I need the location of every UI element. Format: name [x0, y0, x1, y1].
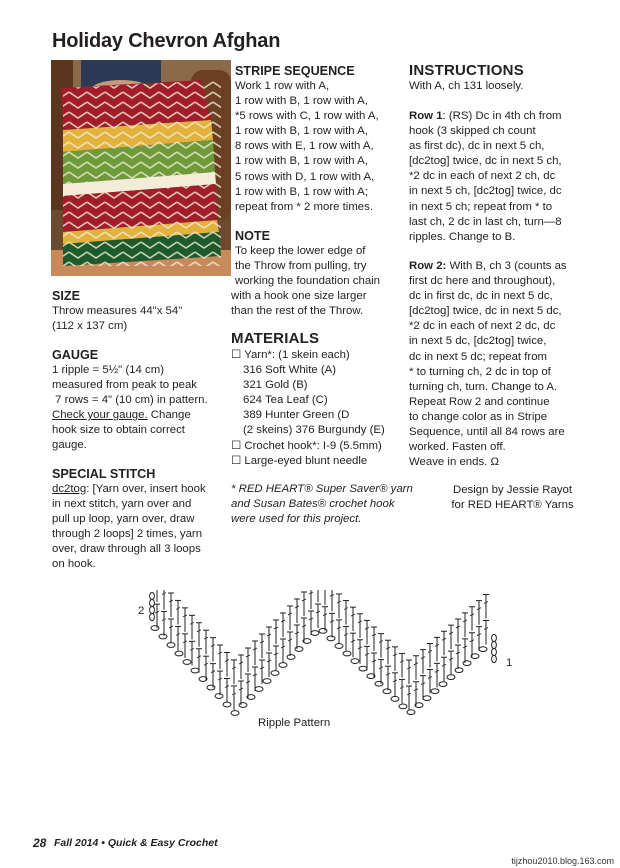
chain-stitch-icon — [327, 636, 335, 641]
credit-line: * RED HEART® Super Saver® yarn — [231, 483, 413, 495]
chain-stitch-icon — [343, 651, 351, 656]
yarn-line — [231, 348, 385, 363]
stripe-sequence-text — [235, 79, 379, 215]
chain-stitch-icon — [423, 696, 431, 701]
stripe-line: Work 1 row with A, — [235, 80, 330, 92]
row1-first: : (RS) Dc in 4th ch from — [442, 110, 562, 122]
yarn-color: 321 Gold (B) — [243, 379, 308, 392]
stripe-line: 8 rows with E, 1 row with A, — [235, 140, 374, 153]
chain-stitch-icon — [319, 628, 327, 633]
stitch-line: pull up loop, yarn over, draw — [52, 513, 195, 526]
row1-line: *2 dc in each of next 2 ch, dc — [409, 170, 556, 183]
chain-stitch-icon — [447, 675, 455, 680]
chain-stitch-icon — [207, 685, 215, 690]
turning-chain-icon — [492, 634, 497, 641]
yarn-color: 389 Hunter Green (D — [243, 409, 350, 422]
row2-line: turning ch, turn. Change to A. — [409, 380, 558, 393]
turning-chain-icon — [150, 592, 155, 599]
materials-credit — [231, 482, 413, 527]
size-line: Throw measures 44"x 54" — [52, 305, 183, 317]
gauge-line: 7 rows = 4" (10 cm) in pattern. — [52, 394, 208, 407]
gauge-line: hook size to obtain correct — [52, 424, 185, 437]
chain-stitch-icon — [287, 655, 295, 660]
stripe-line: *5 rows with C, 1 row with A, — [235, 110, 379, 123]
chain-stitch-icon — [391, 696, 399, 701]
chain-stitch-icon — [383, 689, 391, 694]
turning-chain-icon — [150, 613, 155, 620]
credit-line: and Susan Bates® crochet hook — [231, 498, 395, 511]
afghan-photo — [51, 60, 231, 276]
stripe-line: 5 rows with D, 1 row with A, — [235, 170, 375, 183]
ripple-pattern-diagram — [130, 590, 520, 720]
note-line: than the rest of the Throw. — [231, 305, 364, 318]
gauge-line — [52, 408, 208, 423]
hook-line — [231, 439, 385, 454]
gauge-line: gauge. — [52, 439, 87, 452]
stitch-line-rest: : [Yarn over, insert hook — [86, 483, 206, 495]
row2-line: * to turning ch, 2 dc in top of — [409, 365, 551, 378]
chain-stitch-icon — [279, 663, 287, 668]
stripe-line: 1 row with B, 1 row with A, — [235, 95, 368, 108]
gauge-line: measured from peak to peak — [52, 379, 197, 392]
materials-text — [231, 348, 385, 469]
chain-stitch-icon — [151, 626, 159, 631]
needle-line — [231, 454, 385, 469]
chain-stitch-icon — [239, 703, 247, 708]
size-heading: SIZE — [52, 289, 80, 303]
row-label-2: 2 — [138, 605, 145, 617]
chain-stitch-icon — [215, 694, 223, 699]
stitch-line: over, draw through all 3 loops — [52, 543, 201, 556]
row2-line: to change color as in Stripe — [409, 410, 548, 423]
note-line: the Throw from pulling, try — [235, 260, 367, 273]
designer-credit — [440, 483, 585, 513]
stitch-line: in next stitch, yarn over and — [52, 498, 192, 511]
row1-line: as first dc), dc in next 5 ch, — [409, 140, 545, 153]
chain-stitch-icon — [183, 660, 191, 665]
chain-stitch-icon — [295, 647, 303, 652]
dc2tog-term: dc2tog — [52, 483, 87, 495]
row1-line: in next 5 ch; repeat from * to — [409, 200, 553, 213]
chain-stitch-icon — [223, 702, 231, 707]
chain-stitch-icon — [407, 710, 415, 715]
designer-line: Design by Jessie Rayot — [452, 484, 573, 496]
gauge-line-rest: Change — [147, 409, 191, 422]
designer-line: for RED HEART® Yarns — [451, 499, 574, 512]
hook-label: Crochet hook*: I-9 (5.5mm) — [244, 439, 382, 452]
chain-stitch-icon — [159, 634, 167, 639]
stitch-line — [52, 482, 206, 497]
note-line: working the foundation chain — [235, 275, 381, 288]
stripe-line: repeat from * 2 more times. — [235, 200, 374, 213]
chain-stitch-icon — [351, 659, 359, 664]
stripe-line: 1 row with B, 1 row with A, — [235, 125, 368, 138]
yarn-color: 624 Tea Leaf (C) — [243, 394, 328, 407]
credit-line: were used for this project. — [231, 513, 362, 526]
needle-label: Large-eyed blunt needle — [244, 454, 368, 467]
size-text — [52, 304, 182, 334]
row2-line: dc in next 5 dc; repeat from — [409, 350, 548, 363]
checkbox-icon: ☐ — [231, 439, 242, 452]
stitch-line: on hook. — [52, 558, 96, 571]
diagram-caption: Ripple Pattern — [258, 717, 331, 729]
row2-line — [409, 259, 567, 274]
row2-line: worked. Fasten off. — [409, 441, 506, 454]
chain-stitch-icon — [375, 681, 383, 686]
row1-line: ripples. Change to B. — [409, 230, 516, 243]
yarn-label: Yarn*: (1 skein each) — [244, 349, 350, 361]
chain-stitch-icon — [271, 671, 279, 676]
check-gauge-text: Check your gauge. — [52, 409, 148, 422]
special-stitch-text — [52, 482, 206, 573]
note-line: To keep the lower edge of — [235, 245, 366, 257]
chain-stitch-icon — [191, 668, 199, 673]
chain-stitch-icon — [263, 679, 271, 684]
row2-text — [409, 259, 567, 470]
checkbox-icon: ☐ — [231, 349, 242, 361]
row1-line: in next 5 ch, [dc2tog] twice, dc — [409, 185, 562, 198]
size-line: (112 x 137 cm) — [52, 320, 128, 333]
row1-line: [dc2tog] twice, dc in next 5 ch, — [409, 155, 562, 168]
row2-line: *2 dc in each of next 2 dc, dc — [409, 320, 556, 333]
chain-stitch-icon — [439, 682, 447, 687]
row1-text — [409, 109, 562, 245]
turning-chain-icon — [150, 599, 155, 606]
chain-stitch-icon — [463, 661, 471, 666]
gauge-line: 1 ripple = 5½" (14 cm) — [52, 364, 164, 376]
instructions-intro: With A, ch 131 loosely. — [409, 80, 524, 92]
note-line: with a hook one size larger — [231, 290, 367, 303]
chain-stitch-icon — [455, 668, 463, 673]
stripe-line: 1 row with B, 1 row with A, — [235, 155, 368, 168]
row2-line: Sequence, until all 84 rows are — [409, 426, 565, 439]
row2-line: Weave in ends. Ω — [409, 456, 499, 469]
page-title: Holiday Chevron Afghan — [52, 30, 281, 52]
chain-stitch-icon — [255, 687, 263, 692]
row2-first: With B, ch 3 (counts as — [446, 260, 567, 272]
turning-chain-icon — [492, 641, 497, 648]
row2-line: in next 5 dc, [dc2tog] twice, — [409, 335, 547, 348]
turning-chain-icon — [150, 606, 155, 613]
gauge-text — [52, 363, 208, 454]
chain-stitch-icon — [359, 666, 367, 671]
special-stitch-heading: SPECIAL STITCH — [52, 467, 156, 481]
note-heading: NOTE — [235, 229, 270, 243]
row1-line: hook (3 skipped ch count — [409, 125, 536, 138]
row-label-1: 1 — [506, 657, 513, 669]
chain-stitch-icon — [311, 631, 319, 636]
turning-chain-icon — [492, 648, 497, 655]
instructions-heading: INSTRUCTIONS — [409, 62, 524, 79]
row2-line: Repeat Row 2 and continue — [409, 395, 550, 408]
stripe-sequence-heading: STRIPE SEQUENCE — [235, 64, 355, 78]
yarn-color: 316 Soft White (A) — [243, 364, 337, 377]
chain-stitch-icon — [479, 647, 487, 652]
chain-stitch-icon — [231, 711, 239, 716]
chain-stitch-icon — [167, 643, 175, 648]
row2-label: Row 2: — [409, 260, 447, 272]
row2-line: dc in first dc, dc in next 5 dc, — [409, 290, 553, 303]
note-text — [231, 244, 380, 319]
row1-label: Row 1 — [409, 110, 443, 122]
row2-line: [dc2tog] twice, dc in next 5 dc, — [409, 305, 562, 318]
gauge-heading: GAUGE — [52, 348, 99, 362]
stitch-line: through 2 loops] 2 times, yarn — [52, 528, 203, 541]
row2-line: first dc here and throughout), — [409, 275, 556, 288]
row1-line: last ch, 2 dc in last ch, turn—8 — [409, 215, 562, 228]
chain-stitch-icon — [335, 644, 343, 649]
publication-name: Fall 2014 • Quick & Easy Crochet — [54, 837, 218, 849]
ripple-chart — [130, 590, 520, 720]
stripe-line: 1 row with B, 1 row with A; — [235, 185, 368, 198]
watermark-text: tijzhou2010.blog.163.com — [511, 856, 614, 866]
chain-stitch-icon — [175, 651, 183, 656]
checkbox-icon: ☐ — [231, 454, 242, 467]
chain-stitch-icon — [431, 689, 439, 694]
yarn-color: (2 skeins) 376 Burgundy (E) — [243, 424, 385, 437]
page-number: 28 — [33, 836, 47, 850]
row1-line — [409, 109, 562, 124]
materials-heading: MATERIALS — [231, 330, 320, 347]
turning-chain-icon — [492, 655, 497, 662]
chain-stitch-icon — [399, 704, 407, 709]
